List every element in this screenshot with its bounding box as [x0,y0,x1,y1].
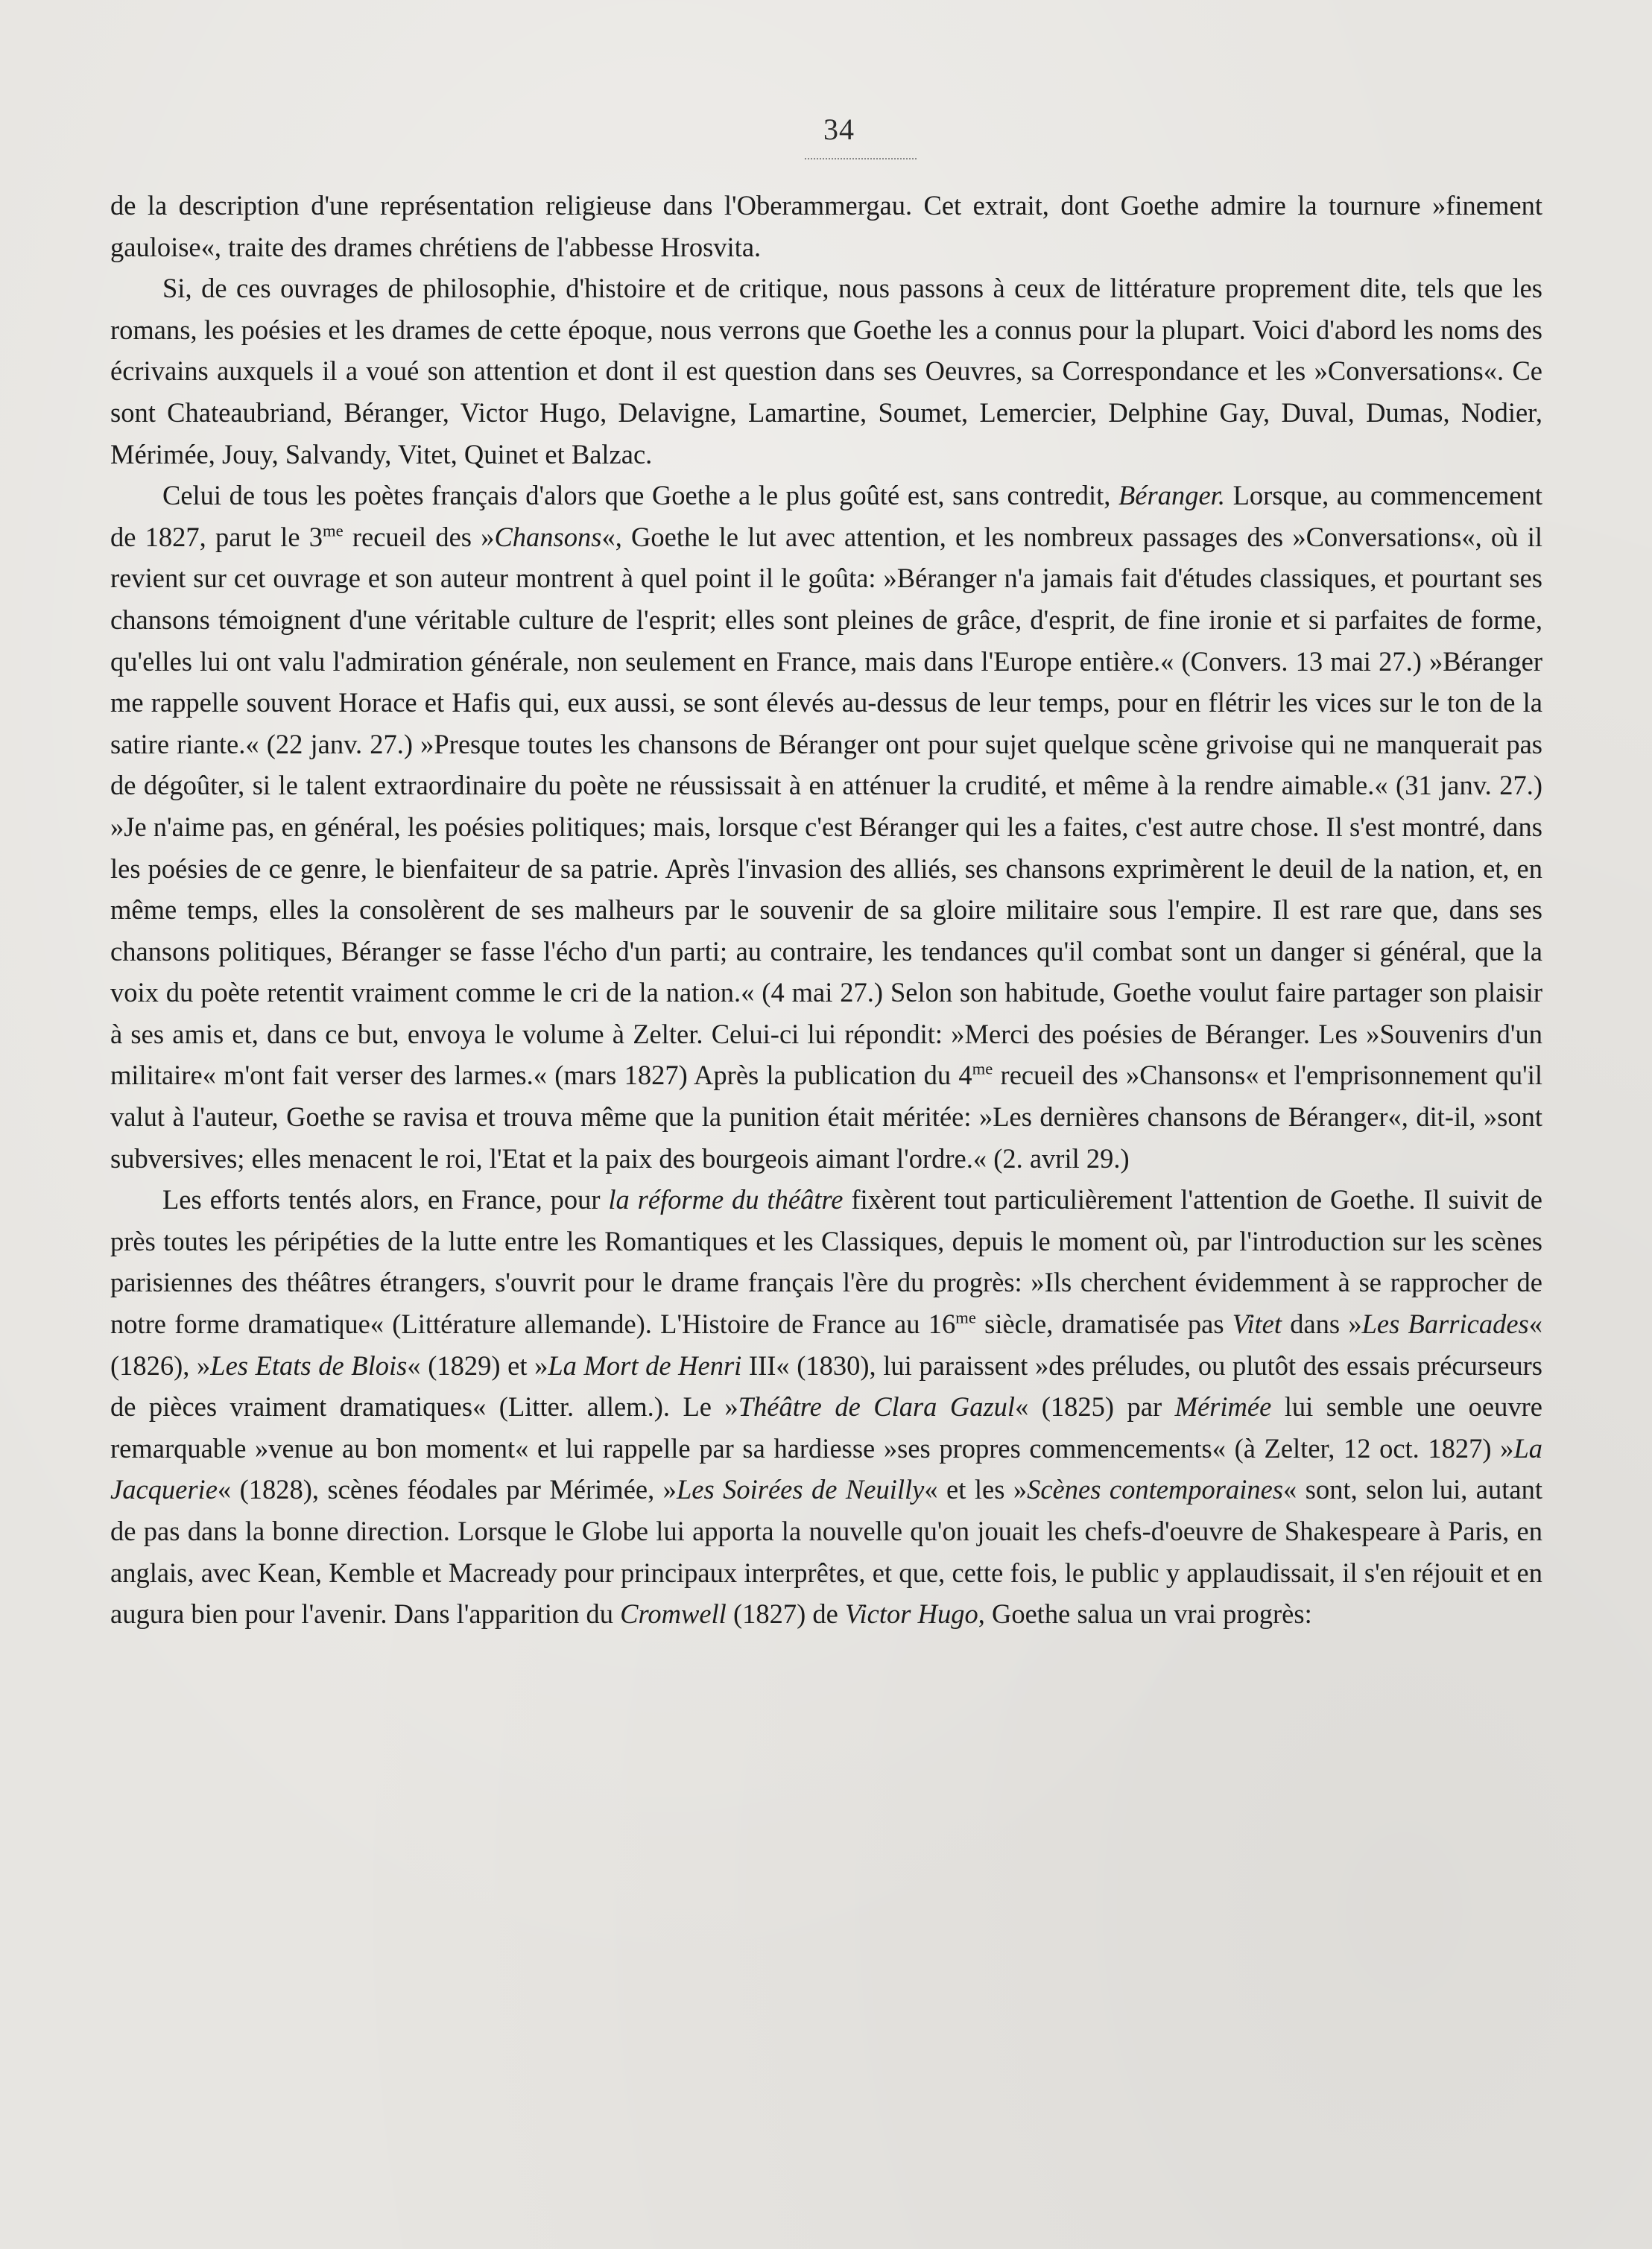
paragraph-4-text-g: III« (1830), lui paraissent »des préludes, ou plutôt des essais précurseurs de pièces vraiment dramatiques« (Litter. allem.). Le » [110,1350,1543,1423]
paragraph-3-text-b: Lorsque, au commencement de 1827, parut le 3 [110,480,1543,552]
paragraph-2: Si, de ces ouvrages de philosophie, d'histoire et de critique, nous passons à ceux de littérature proprement dite, tels que les romans, les poésies et les drames de cette époque, nous verrons que Goethe les a connus pour la plupart. Voici d'abord les noms des écrivains auxquels il a voué son attention et dont il est question dans ses Oeuvres, sa Correspondance et les »Conversations«. Ce sont Chateaubriand, Béranger, Victor Hugo, Delavigne, Lamartine, Soumet, Lemercier, Delphine Gay, Duval, Dumas, Nodier, Mérimée, Jouy, Salvandy, Vitet, Quinet et Balzac. [110,273,1542,469]
paragraph-4-text-h: « (1825) par [1015,1391,1175,1423]
italic-chansons: Chansons [494,521,602,552]
italic-vitet: Vitet [1232,1309,1282,1340]
paragraph-4-text-e: « (1826), » [110,1309,1542,1381]
paragraph-4-text-k: « et les » [924,1474,1028,1505]
paragraph-4-text-a: Les efforts tentés alors, en France, pour [162,1184,609,1215]
italic-mort: La Mort de Henri [548,1350,742,1381]
body-text [110,185,1542,1635]
page-number-rule [805,152,917,159]
paragraph-1: de la description d'une représentation religieuse dans l'Oberammergau. Cet extrait, dont Goethe admire la tournure »finement gauloise«, traite des drames chrétiens de l'abbesse Hrosvita. [110,190,1542,262]
paragraph-4-text-n: , Goethe salua un vrai progrès: [978,1598,1312,1630]
superscript-me: me [972,1059,993,1078]
paragraph-3-text-c: recueil des » [343,521,495,552]
paragraph-4 [110,1179,1542,1635]
italic-merimee: Mérimée [1174,1391,1272,1423]
paragraph-4-text-m: (1827) de [726,1598,845,1630]
paragraph-4-text-l: « sont, selon lui, autant de pas dans la bonne direction. Lorsque le Globe lui apporta la nouvelle qu'on jouait les chefs-d'oeuvre de Shakespeare à Paris, en anglais, avec Kean, Kemble et Macready pour principaux interprêtes, et que, cette fois, le public y applaudissait, il s'en réjouit et en augura bien pour l'avenir. Dans l'apparition du [110,1474,1542,1630]
paragraph-3-text-d: «, Goethe le lut avec attention, et les nombreux passages des »Conversations«, où il revient sur cet ouvrage et son auteur montrent à quel point il le goûta: »Béranger n'a jamais fait d'études classiques, et pourtant ses chansons témoignent d'une véritable culture de l'esprit; elles sont pleines de grâce, d'esprit, de fine ironie et si parfaites de forme, qu'elles lui ont valu l'admiration générale, non seulement en France, mais dans l'Europe entière.« (Convers. 13 mai 27.) »Béranger me rappelle souvent Horace et Hafis qui, eux aussi, se sont élevés au-dessus de leur temps, pour en flétrir les vices sur le ton de la satire riante.« (22 janv. 27.) »Presque toutes les chansons de Béranger ont pour sujet quelque scène grivoise qui ne manquerait pas de dégoûter, si le talent extraordinaire du poète ne réussissait à en atténuer la crudité, et même à la rendre aimable.« (31 janv. 27.) »Je n'aime pas, en général, les poésies politiques; mais, lorsque c'est Béranger qui les a faites, c'est autre chose. Il s'est montré, dans les poésies de ce genre, le bienfaiteur de sa patrie. Après l'invasion des alliés, ses chansons exprimèrent le deuil de la nation, et, en même temps, elles la consolèrent de ses malheurs par le souvenir de sa gloire militaire sous l'empire. Il est rare que, dans ses chansons politiques, Béranger se fasse l'écho d'un parti; au contraire, les tendances qu'il combat sont un danger si général, que la voix du poète retentit vraiment comme le cri de la nation.« (4 mai 27.) Selon son habitude, Goethe voulut faire partager son plaisir à ses amis et, dans ce but, envoya le volume à Zelter. Celui-ci lui répondit: »Merci des poésies de Béranger. Les »Souvenirs d'un militaire« m'ont fait verser des larmes.« (mars 1827) Après la publication du 4 [110,521,1542,1091]
italic-cromwell: Cromwell [620,1598,727,1630]
paragraph-3-text-e: recueil des »Chansons« et l'emprisonnement qu'il valut à l'auteur, Goethe se ravisa et trouva même que la punition était méritée: »Les dernières chansons de Béranger«, dit-il, »sont subversives; elles menacent le roi, l'Etat et la paix des bourgeois aimant l'ordre.« (2. avril 29.) [110,1060,1542,1174]
paragraph-4-text-d: dans » [1281,1309,1362,1340]
superscript-me: me [955,1308,976,1327]
italic-hugo: Victor Hugo [844,1598,978,1630]
paragraph-4-text-i: lui semble une oeuvre remarquable »venue au bon moment« et lui rappelle par sa hardiesse »ses propres commencements« (à Zelter, 12 oct. 1827) » [110,1391,1542,1464]
italic-jacquerie: La Jacquerie [110,1432,1542,1505]
superscript-me: me [323,521,344,540]
italic-barricades: Les Barricades [1361,1309,1529,1340]
italic-scenes: Scènes contemporaines [1027,1474,1284,1505]
italic-clara: Théâtre de Clara Gazul [738,1391,1016,1423]
paragraph-4-text-b: fixèrent tout particulièrement l'attention de Goethe. Il suivit de près toutes les péripéties de la lutte entre les Romantiques et les Classiques, depuis le moment où, par l'introduction sur les scènes parisiennes des théâtres étrangers, s'ouvrit pour le drame français l'ère du progrès: »Ils cherchent évidemment à se rapprocher de notre forme dramatique« (Littérature allemande). L'Histoire de France au 16 [110,1184,1542,1340]
italic-soirees: Les Soirées de Neuilly [676,1474,925,1505]
page-number: 34 [823,113,855,146]
italic-beranger: Béranger. [1118,480,1225,511]
paragraph-4-text-c: siècle, dramatisée pas [975,1309,1232,1340]
paragraph-4-text-j: « (1828), scènes féodales par Mérimée, » [217,1474,677,1505]
italic-etats: Les Etats de Blois [210,1350,408,1381]
paragraph-3 [110,475,1542,1179]
paragraph-3-text-a: Celui de tous les poètes français d'alors que Goethe a le plus goûté est, sans contredit, [162,480,1111,511]
paragraph-4-text-f: « (1829) et » [407,1350,548,1381]
italic-reforme: la réforme du théâtre [608,1184,844,1215]
